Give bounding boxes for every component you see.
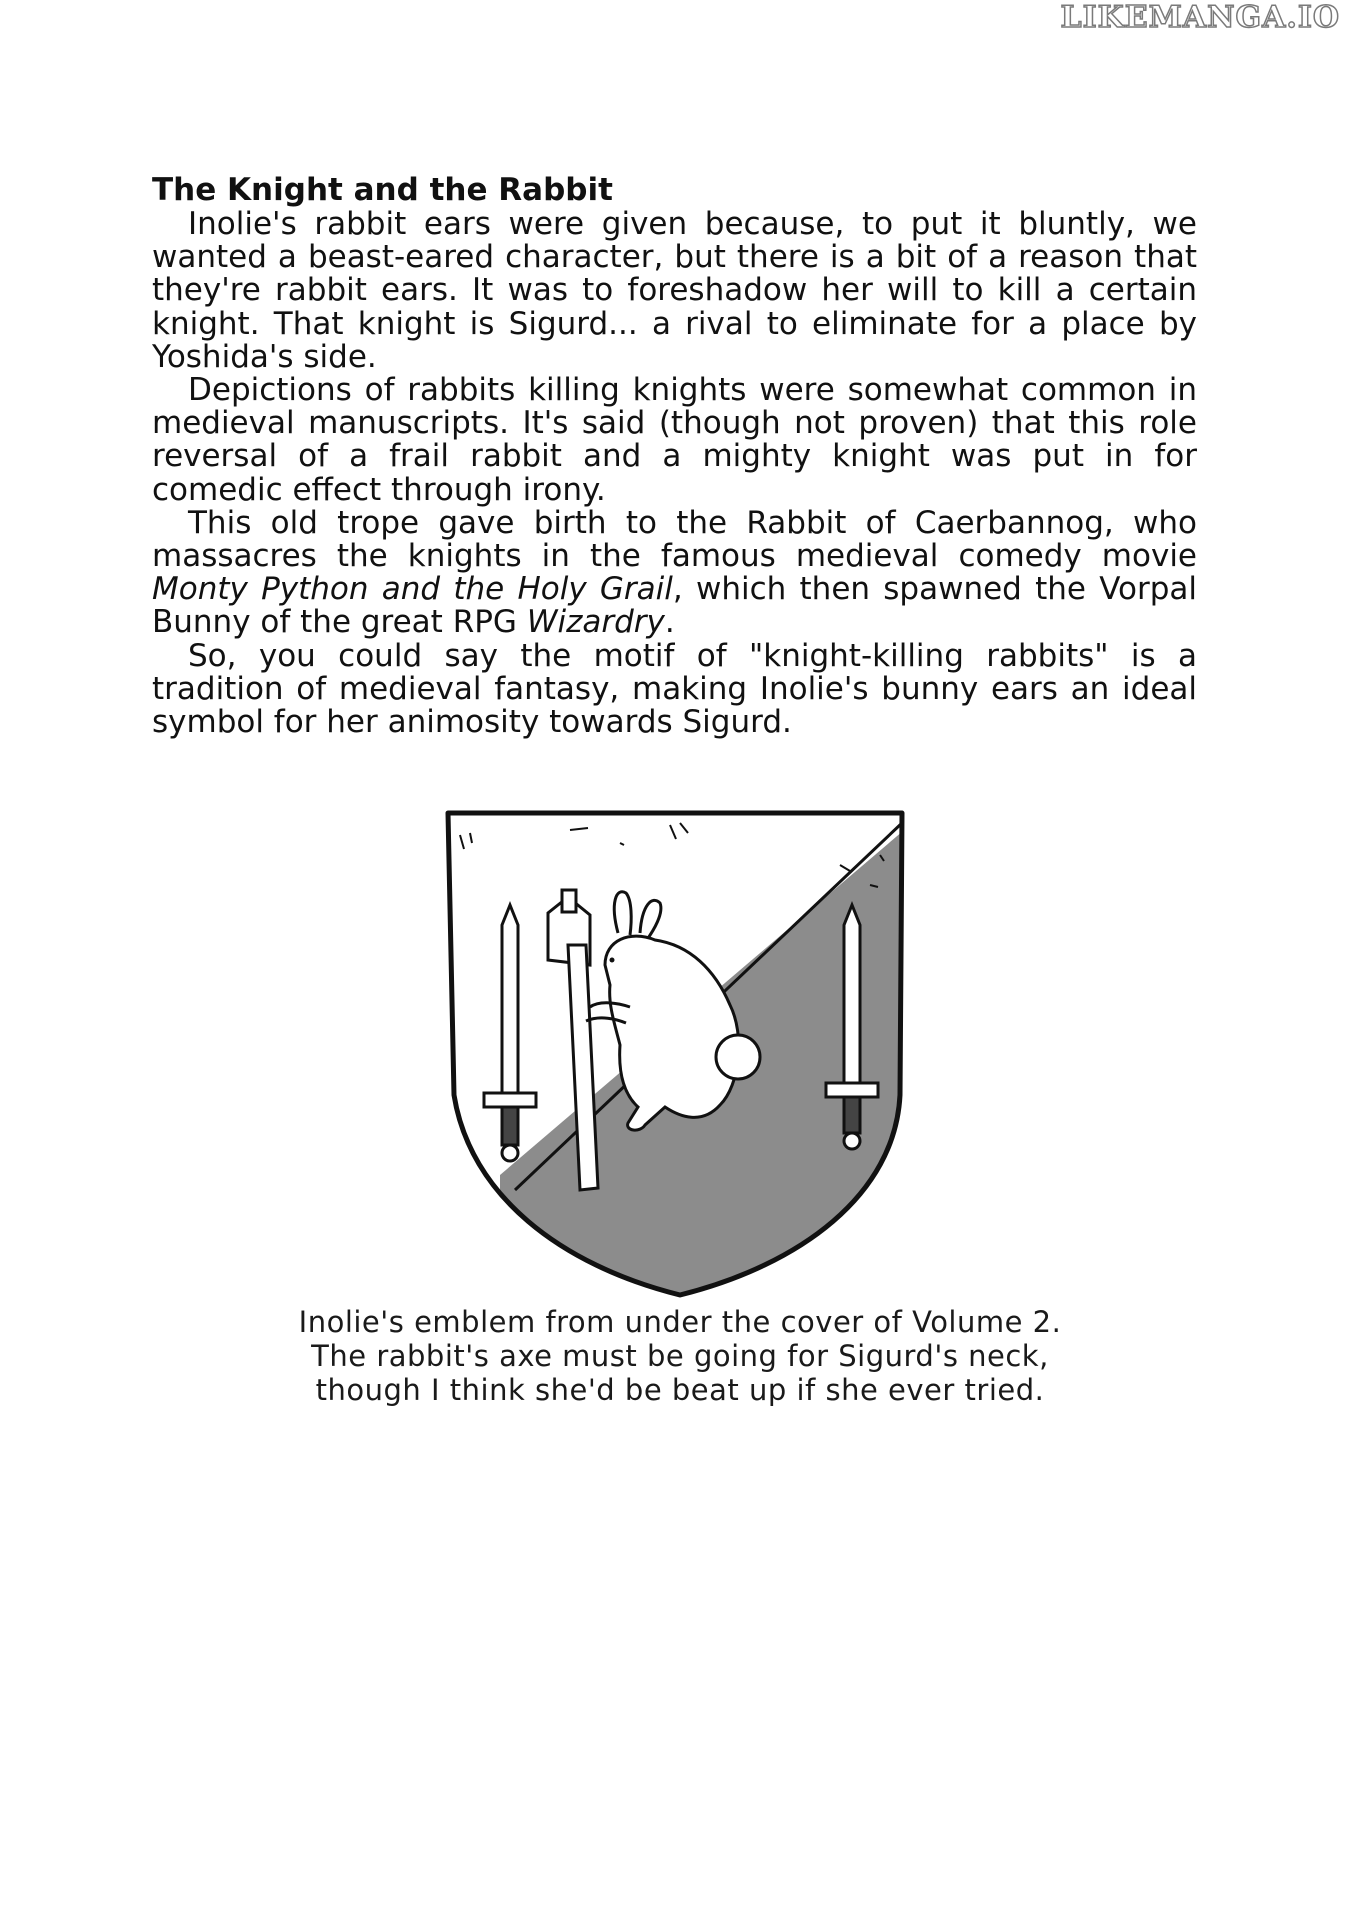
left-sword-icon [484,905,536,1161]
paragraph-1: Inolie's rabbit ears were given because, to put it bluntly, we wanted a beast-eared character, but there is a bit of a reason that they're rabbit ears. It was to foreshadow her will to kill a certain knight. That knight is Sigurd... a rival to eliminate for a place by Yoshida's side. [152,206,1197,375]
paragraph-3-part-c: . [664,604,675,641]
watermark-logo: LIKEMANGA.IO [1060,0,1340,35]
caption-line-3: though I think she'd be beat up if she ever tried. [315,1373,1045,1407]
paragraph-3 [152,504,1197,641]
article [152,172,1197,739]
movie-title: Monty Python and the Holy Grail [152,571,673,608]
caption-line-2: The rabbit's axe must be going for Sigurd's neck, [311,1339,1049,1373]
caption-line-1: Inolie's emblem from under the cover of Volume 2. [298,1305,1062,1339]
paragraph-2: Depictions of rabbits killing knights were somewhat common in medieval manuscripts. It's said (though not proven) that this role reversal of a frail rabbit and a mighty knight was put in for comedic effect through irony. [152,372,1197,508]
paragraph-3-part-a: This old trope gave birth to the Rabbit of Caerbannog, who massacres the knights in the famous medieval comedy movie [152,504,1197,575]
paragraph-3-part-b: , which then spawned the Vorpal Bunny of the great RPG [152,571,1197,641]
paragraph-4: So, you could say the motif of "knight-killing rabbits" is a tradition of medieval fantasy, making Inolie's bunny ears an ideal symbol for her animosity towards Sigurd. [152,637,1197,741]
rabbit-emblem-illustration [440,795,920,1315]
emblem-caption [200,1305,1160,1407]
game-title: Wizardry [526,604,665,641]
article-title: The Knight and the Rabbit [152,172,613,208]
